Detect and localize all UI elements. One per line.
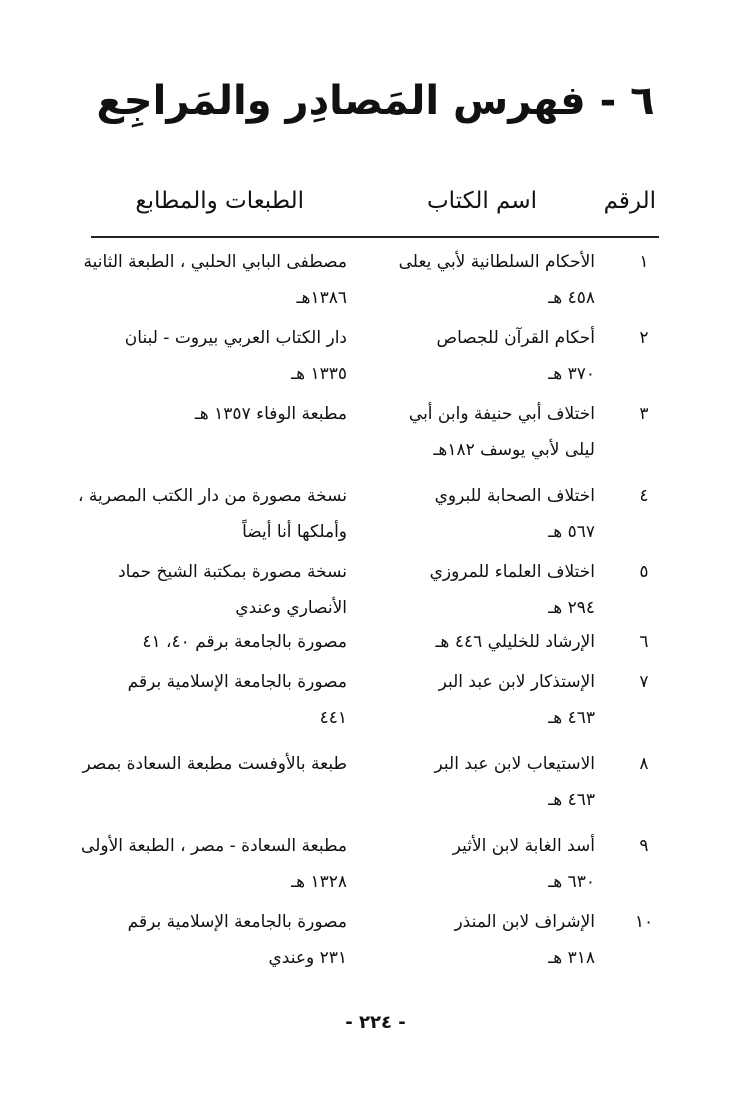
book-title-line: ٤٦٣ هـ — [548, 708, 595, 728]
book-title-line: ٣١٨ هـ — [548, 948, 595, 968]
row-number: ٤ — [639, 486, 649, 506]
edition-line: مصورة بالجامعة برقم ٤٠، ٤١ — [142, 632, 347, 652]
book-title-line: ٤٦٣ هـ — [548, 790, 595, 810]
book-title — [385, 320, 595, 392]
book-title-line: الاستيعاب لابن عبد البر — [434, 754, 595, 774]
book-title-line: الإشراف لابن المنذر — [454, 912, 595, 932]
row-number: ١ — [639, 252, 649, 272]
book-title-line: أسد الغابة لابن الأثير — [452, 836, 595, 856]
row-number: ٢ — [639, 328, 649, 348]
page-number: - ٢٢٤ - — [345, 1012, 406, 1033]
table-row — [0, 554, 751, 626]
references-table — [0, 244, 751, 976]
edition-line — [89, 782, 347, 818]
book-title-line: اختلاف الصحابة للبروي — [434, 486, 595, 506]
edition-line: مصورة بالجامعة الإسلامية برقم — [127, 672, 347, 692]
table-row — [0, 828, 751, 900]
table-row — [0, 746, 751, 818]
row-number: ٨ — [639, 754, 649, 774]
edition-info — [89, 554, 347, 626]
book-title-line: ٦٣٠ هـ — [548, 872, 595, 892]
edition-info — [89, 904, 347, 976]
book-title — [385, 554, 595, 626]
edition-line: ٢٣١ وعندي — [268, 948, 347, 968]
book-title — [385, 746, 595, 818]
edition-line: دار الكتاب العربي بيروت - لبنان — [124, 328, 347, 348]
edition-line: ١٣٨٦هـ — [296, 288, 347, 308]
book-title-line: اختلاف أبي حنيفة وابن أبي — [408, 404, 595, 424]
row-number: ١٠ — [634, 912, 654, 932]
edition-line: مصطفى البابي الحلبي ، الطبعة الثانية — [83, 252, 347, 272]
edition-line: نسخة مصورة بمكتبة الشيخ حماد — [118, 562, 347, 582]
book-title-line: أحكام القرآن للجصاص — [436, 328, 595, 348]
edition-line — [89, 432, 347, 468]
edition-line: نسخة مصورة من دار الكتب المصرية ، — [77, 486, 347, 506]
book-title-line: الإستذكار لابن عبد البر — [438, 672, 595, 692]
book-title-line: ٤٥٨ هـ — [548, 288, 595, 308]
header-divider — [91, 236, 659, 238]
book-title-line: ٥٦٧ هـ — [548, 522, 595, 542]
book-title-line: الأحكام السلطانية لأبي يعلى — [398, 252, 595, 272]
edition-line: ٤٤١ — [319, 708, 347, 728]
book-title — [385, 664, 595, 736]
book-title-line: ٢٩٤ هـ — [548, 598, 595, 618]
edition-info — [82, 746, 347, 818]
edition-info — [77, 478, 347, 550]
book-title — [385, 244, 595, 316]
table-row — [0, 478, 751, 550]
table-row — [0, 664, 751, 736]
edition-info — [89, 320, 347, 392]
edition-info — [83, 244, 347, 316]
header-editions: الطبعات والمطابع — [135, 188, 304, 214]
table-header — [0, 188, 751, 228]
edition-line: الأنصاري وعندي — [235, 598, 347, 618]
book-title-line: اختلاف العلماء للمروزي — [429, 562, 595, 582]
page-title: ٦ - فهرس المَصادِر والمَراجِع — [96, 78, 655, 124]
edition-info — [89, 664, 347, 736]
edition-line: مطبعة السعادة - مصر ، الطبعة الأولى — [81, 836, 347, 856]
edition-line: مصورة بالجامعة الإسلامية برقم — [127, 912, 347, 932]
edition-info — [89, 624, 347, 660]
edition-line: ١٣٢٨ هـ — [291, 872, 347, 892]
table-row — [0, 320, 751, 392]
edition-line: مطبعة الوفاء ١٣٥٧ هـ — [194, 404, 347, 424]
edition-line: طبعة بالأوفست مطبعة السعادة بمصر — [82, 754, 347, 774]
book-title — [385, 904, 595, 976]
edition-line: ١٣٣٥ هـ — [291, 364, 347, 384]
header-book-name: اسم الكتاب — [427, 188, 537, 214]
row-number: ٦ — [639, 632, 649, 652]
edition-line: وأملكها أنا أيضاً — [242, 522, 347, 542]
table-row — [0, 624, 751, 660]
header-number: الرقم — [603, 188, 656, 214]
book-title — [385, 396, 595, 468]
table-row — [0, 244, 751, 316]
book-title — [385, 624, 595, 660]
book-title-line: ٣٧٠ هـ — [548, 364, 595, 384]
row-number: ٩ — [639, 836, 649, 856]
row-number: ٥ — [639, 562, 649, 582]
row-number: ٧ — [639, 672, 649, 692]
edition-info — [81, 828, 347, 900]
book-title-line: الإرشاد للخليلي ٤٤٦ هـ — [435, 632, 595, 652]
row-number: ٣ — [639, 404, 649, 424]
edition-info — [89, 396, 347, 468]
book-title — [385, 828, 595, 900]
book-title-line: ليلى لأبي يوسف ١٨٢هـ — [433, 440, 595, 460]
table-row — [0, 396, 751, 468]
book-title — [385, 478, 595, 550]
table-row — [0, 904, 751, 976]
